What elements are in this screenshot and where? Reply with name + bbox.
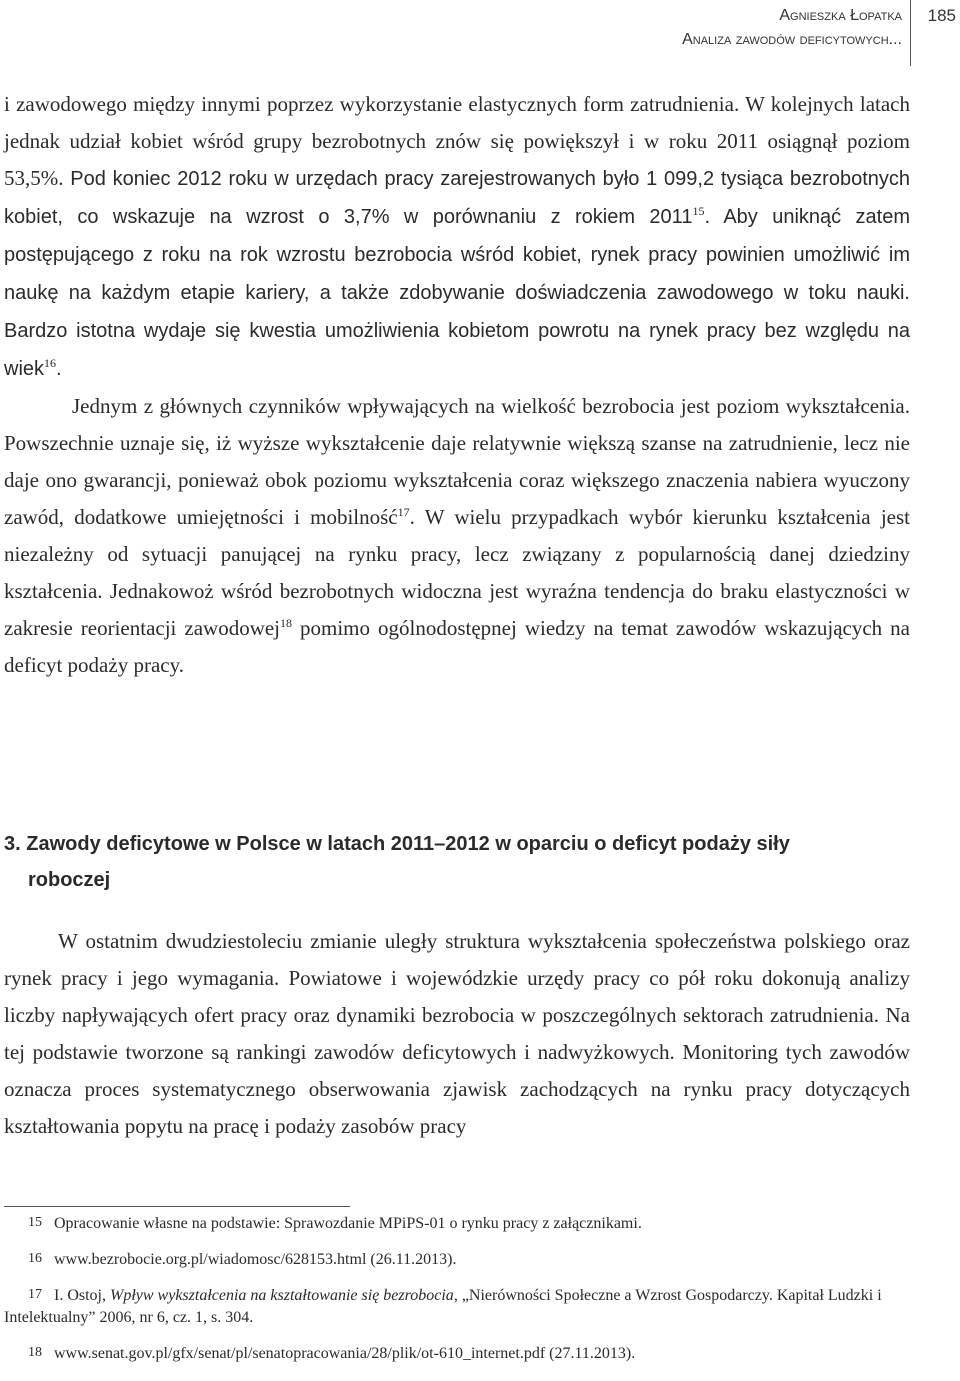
header-divider: [910, 0, 911, 66]
body-text: [4, 86, 910, 684]
footnote-16: [4, 1248, 910, 1271]
footnote-number: 16: [28, 1251, 42, 1266]
footnote-text: Opracowanie własne na podstawie: Sprawozdanie MPiPS-01 o rynku pracy z załącznikami.: [54, 1215, 642, 1232]
header-author: Agnieszka Łopatka: [779, 7, 902, 24]
page-number: 185: [927, 6, 956, 25]
section-paragraph: W ostatnim dwudziestoleciu zmianie uległy struktura wykształcenia społeczeństwa polskiego oraz rynek pracy i jego wymagania. Powiatowe i wojewódzkie urzędy pracy co pół roku dokonują analizy liczby napływających ofert pracy oraz dynamiki bezrobocia w poszczególnych sektorach zatrudnienia. Na tej podstawie tworzone są rankingi zawodów deficytowych i nadwyżkowych. Monitoring tych zawodów oznacza proces systematycznego obserwowania zjawisk zachodzących na rynku pracy dotyczących kształtowania popytu na pracę i podaży zasobów pracy: [4, 929, 910, 1138]
footnotes: [4, 1212, 910, 1378]
footnote-17: [4, 1284, 910, 1329]
footnote-ref-18[interactable]: 18: [280, 616, 293, 630]
footnote-text-after: , „Nierówności Społeczne a Wzrost Gospodarczy. Kapitał Ludzki i Intelektualny” 2006, nr 6, cz. 1, s. 304.: [4, 1287, 882, 1326]
footnote-number: 17: [28, 1287, 42, 1302]
footnote-number: 15: [28, 1215, 42, 1230]
paragraph-2-part-a: Jednym z głównych czynników wpływających na wielkość bezrobocia jest poziom wykształcenia. Powszechnie uznaje się, iż wyższe wykształcenie daje relatywnie większą szanse na zatrudnienie, lecz nie daje ono gwarancji, ponieważ obok poziomu wykształcenia coraz większego znaczenia nabiera wyuczony zawód, dodatkowe umiejętności i mobilność: [4, 394, 910, 529]
section-body: [4, 923, 910, 1145]
footnote-15: [4, 1212, 910, 1235]
footnote-divider: [4, 1206, 350, 1207]
section-heading-line-2: roboczej: [28, 869, 111, 891]
paragraph-2-part-c: pomimo ogólnodostępnej wiedzy na temat zawodów wskazujących na deficyt podaży pracy.: [4, 616, 910, 677]
paragraph-1-part-b: Pod koniec 2012 roku w urzędach pracy zarejestrowanych było 1 099,2 tysiąca bezrobotnych kobiet, co wskazuje na wzrost o 3,7% w porównaniu z rokiem 2011: [4, 168, 910, 228]
footnote-text-before: I. Ostoj,: [54, 1287, 110, 1304]
footnote-link[interactable]: www.bezrobocie.org.pl/wiadomosc/628153.html (26.11.2013).: [54, 1251, 457, 1268]
paragraph-2-part-b: . W wielu przypadkach wybór kierunku kształcenia jest niezależny od sytuacji panującej na rynku pracy, lecz związany z popularnością danej dziedziny kształcenia. Jednakowoż wśród bezrobotnych widoczna jest wyraźna tendencja do braku elastyczności w zakresie reorientacji zawodowej: [4, 505, 910, 640]
paragraph-1-part-d: .: [56, 358, 62, 380]
footnote-ref-16[interactable]: 16: [44, 356, 57, 370]
footnote-ref-17[interactable]: 17: [397, 505, 410, 519]
paragraph-2: [4, 388, 910, 684]
header-title: Analiza zawodów deficytowych...: [682, 31, 902, 48]
paragraph-1: [4, 86, 910, 388]
section-heading-line-1: 3. Zawody deficytowe w Polsce w latach 2011–2012 w oparciu o deficyt podaży siły: [4, 833, 790, 855]
footnote-number: 18: [28, 1345, 42, 1360]
footnote-ref-15[interactable]: 15: [692, 204, 705, 218]
footnote-italic-title: Wpływ wykształcenia na kształtowanie się bezrobocia: [110, 1287, 454, 1304]
footnote-18: [4, 1342, 910, 1365]
footnote-link[interactable]: www.senat.gov.pl/gfx/senat/pl/senatopracowania/28/plik/ot-610_internet.pdf (27.11.2013).: [54, 1345, 636, 1362]
paragraph-1-part-a: i zawodowego między innymi poprzez wykorzystanie elastycznych form zatrudnienia. W kolejnych latach jednak udział kobiet wśród grupy bezrobotnych znów się powiększył i w roku 2011 osiągnął poziom 53,5%.: [4, 92, 910, 190]
paragraph-1-part-c: . Aby uniknąć zatem postępującego z roku na rok wzrostu bezrobocia wśród kobiet, rynek pracy powinien umożliwić im naukę na każdym etapie kariery, a także zdobywanie doświadczenia zawodowego w toku nauki. Bardzo istotna wydaje się kwestia umożliwienia kobietom powrotu na rynek pracy bez względu na wiek: [4, 206, 911, 380]
header-text: [682, 4, 902, 52]
running-header: [0, 0, 960, 70]
section-heading: [4, 826, 910, 898]
